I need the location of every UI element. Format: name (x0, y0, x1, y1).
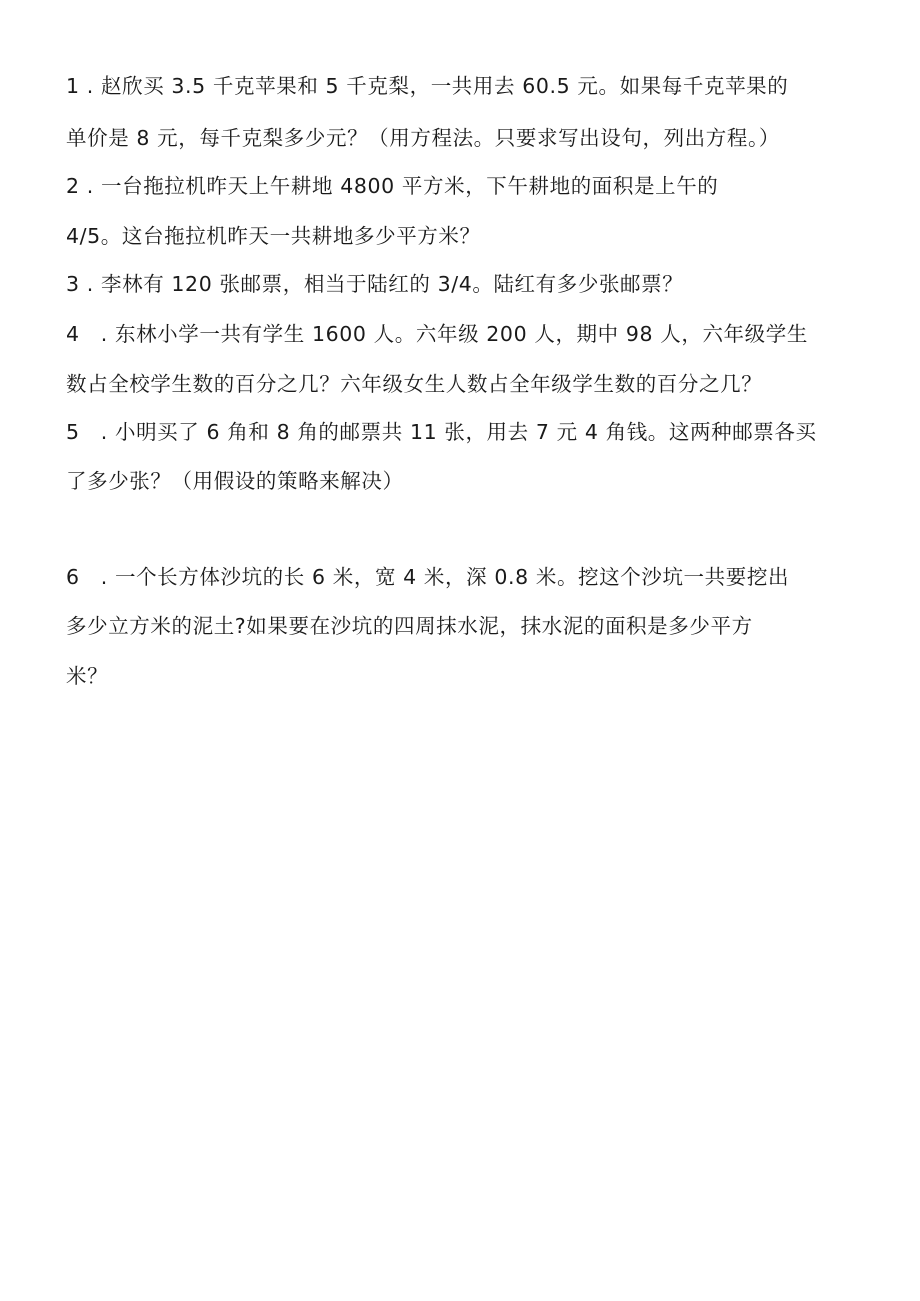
problem-4-line-1: 4 . 东林小学一共有学生 1600 人。六年级 200 人，期中 98 人，六年级学生 (66, 322, 808, 346)
problem-6-line-2: 多少立方米的泥土?如果要在沙坑的四周抹水泥，抹水泥的面积是多少平方 (66, 614, 753, 638)
problem-2-line-2: 4/5。这台拖拉机昨天一共耕地多少平方米？ (66, 224, 481, 248)
problem-4-line-2: 数占全校学生数的百分之几？六年级女生人数占全年级学生数的百分之几？ (66, 372, 763, 396)
problem-1-line-1: 1 . 赵欣买 3.5 千克苹果和 5 千克梨，一共用去 60.5 元。如果每千克苹果的 (66, 74, 789, 98)
problem-1-line-2: 单价是 8 元，每千克梨多少元？（用方程法。只要求写出设句，列出方程。） (66, 126, 780, 150)
problem-5-line-2: 了多少张？（用假设的策略来解决） (66, 469, 404, 493)
problem-6-line-1: 6 . 一个长方体沙坑的长 6 米，宽 4 米，深 0.8 米。挖这个沙坑一共要挖出 (66, 565, 790, 589)
problem-2-line-1: 2 . 一台拖拉机昨天上午耕地 4800 平方米，下午耕地的面积是上午的 (66, 174, 719, 198)
problem-3-line-1: 3 . 李林有 120 张邮票，相当于陆红的 3/4。陆红有多少张邮票？ (66, 272, 684, 296)
problem-6-line-3: 米？ (66, 664, 109, 688)
problem-5-line-1: 5 . 小明买了 6 角和 8 角的邮票共 11 张，用去 7 元 4 角钱。这两种邮票各买 (66, 420, 817, 444)
